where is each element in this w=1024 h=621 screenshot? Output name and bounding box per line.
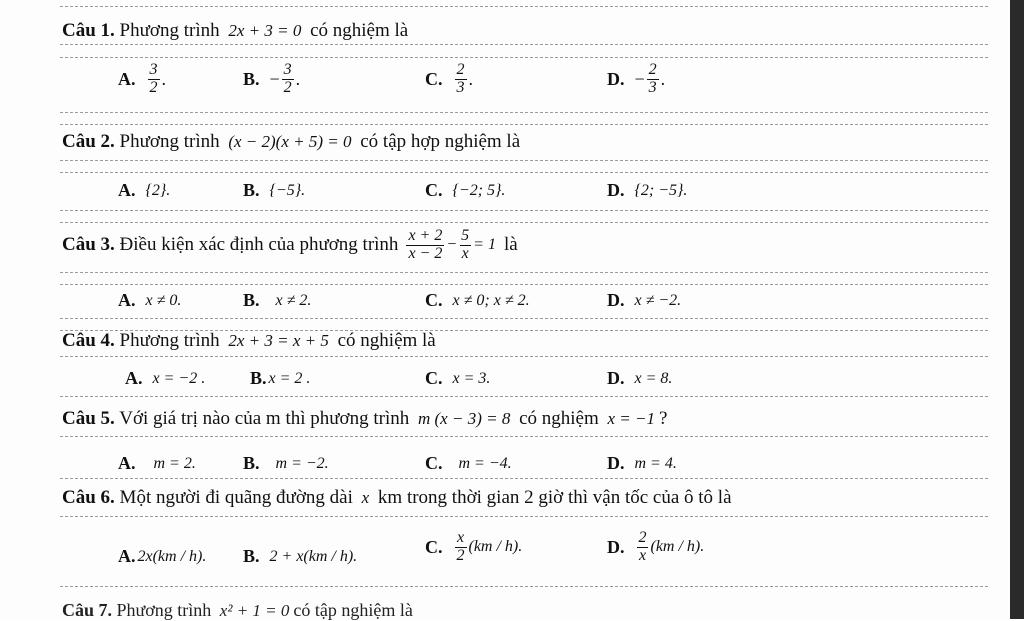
q3-option-b[interactable]: B. x ≠ 2. <box>243 290 312 310</box>
question-2: Câu 2. Phương trình (x − 2)(x + 5) = 0 có tập hợp nghiệm là <box>62 131 521 152</box>
rule-line <box>60 172 988 173</box>
rule-line <box>60 112 988 113</box>
window-edge <box>1010 0 1024 619</box>
rule-line <box>60 318 988 319</box>
q2-option-d[interactable]: D. {2; −5}. <box>607 180 688 200</box>
rule-line <box>60 356 988 357</box>
q5-option-b[interactable]: B. m = −2. <box>243 453 329 473</box>
rule-line <box>60 396 988 397</box>
rule-line <box>60 57 988 58</box>
rule-line <box>60 160 988 161</box>
rule-line <box>60 516 988 517</box>
q2-option-c[interactable]: C. {−2; 5}. <box>425 180 506 200</box>
q5-option-c[interactable]: C. m = −4. <box>425 453 512 473</box>
rule-line <box>60 586 988 587</box>
q1-option-d[interactable]: D. − $\frac{2}{3}$ . <box>607 61 666 96</box>
q1-option-b[interactable]: B. − $\frac{3}{2}$ . <box>243 61 301 96</box>
q1-option-a[interactable]: A. $\frac{3}{2}$ . <box>118 61 166 96</box>
rule-line <box>60 210 988 211</box>
rule-line <box>60 44 988 45</box>
rule-line <box>60 6 988 7</box>
rule-line <box>60 436 988 437</box>
q4-option-c[interactable]: C. x = 3. <box>425 368 491 388</box>
q3-option-c[interactable]: C. x ≠ 0; x ≠ 2. <box>425 290 530 310</box>
question-5: Câu 5. Với giá trị nào của m thì phương trình m (x − 3) = 8 có nghiệm x = −1 ? <box>62 408 668 429</box>
rule-line <box>60 222 988 223</box>
q2-option-b[interactable]: B. {−5}. <box>243 180 306 200</box>
question-6: Câu 6. Một người đi quãng đường dài x km trong thời gian 2 giờ thì vận tốc của ô tô là <box>62 487 732 508</box>
rule-line <box>60 478 988 479</box>
q4-option-d[interactable]: D. x = 8. <box>607 368 673 388</box>
rule-line <box>60 272 988 273</box>
q5-option-d[interactable]: D. m = 4. <box>607 453 677 473</box>
q3-option-a[interactable]: A. x ≠ 0. <box>118 290 182 310</box>
question-4: Câu 4. Phương trình 2x + 3 = x + 5 có nghiệm là <box>62 330 436 351</box>
q2-option-a[interactable]: A. {2}. <box>118 180 171 200</box>
q6-option-c[interactable]: C. $\frac{x}{2}$ (km / h). <box>425 529 523 564</box>
q6-option-b[interactable]: B. 2 + x(km / h). <box>243 546 358 566</box>
q4-option-a[interactable]: A. x = −2 . <box>125 368 206 388</box>
q5-option-a[interactable]: A. m = 2. <box>118 453 196 473</box>
q6-option-a[interactable]: A. 2x(km / h). <box>118 546 207 566</box>
q6-option-d[interactable]: D. $\frac{2}{x}$ (km / h). <box>607 529 705 564</box>
q1-option-c[interactable]: C. $\frac{2}{3}$ . <box>425 61 473 96</box>
rule-line <box>60 284 988 285</box>
question-1: Câu 1. Phương trình 2x + 3 = 0 có nghiệm là <box>62 20 409 41</box>
q4-option-b[interactable]: B. x = 2 . <box>250 368 311 388</box>
question-7: Câu 7. Phương trình x² + 1 = 0 có tập nghiệm là <box>62 600 413 620</box>
question-3: Câu 3. Điều kiện xác định của phương trình $\frac{x + 2}{x - 2}$ − $\frac{5}{x}$ = 1 là <box>62 227 518 262</box>
q3-option-d[interactable]: D. x ≠ −2. <box>607 290 682 310</box>
rule-line <box>60 124 988 125</box>
